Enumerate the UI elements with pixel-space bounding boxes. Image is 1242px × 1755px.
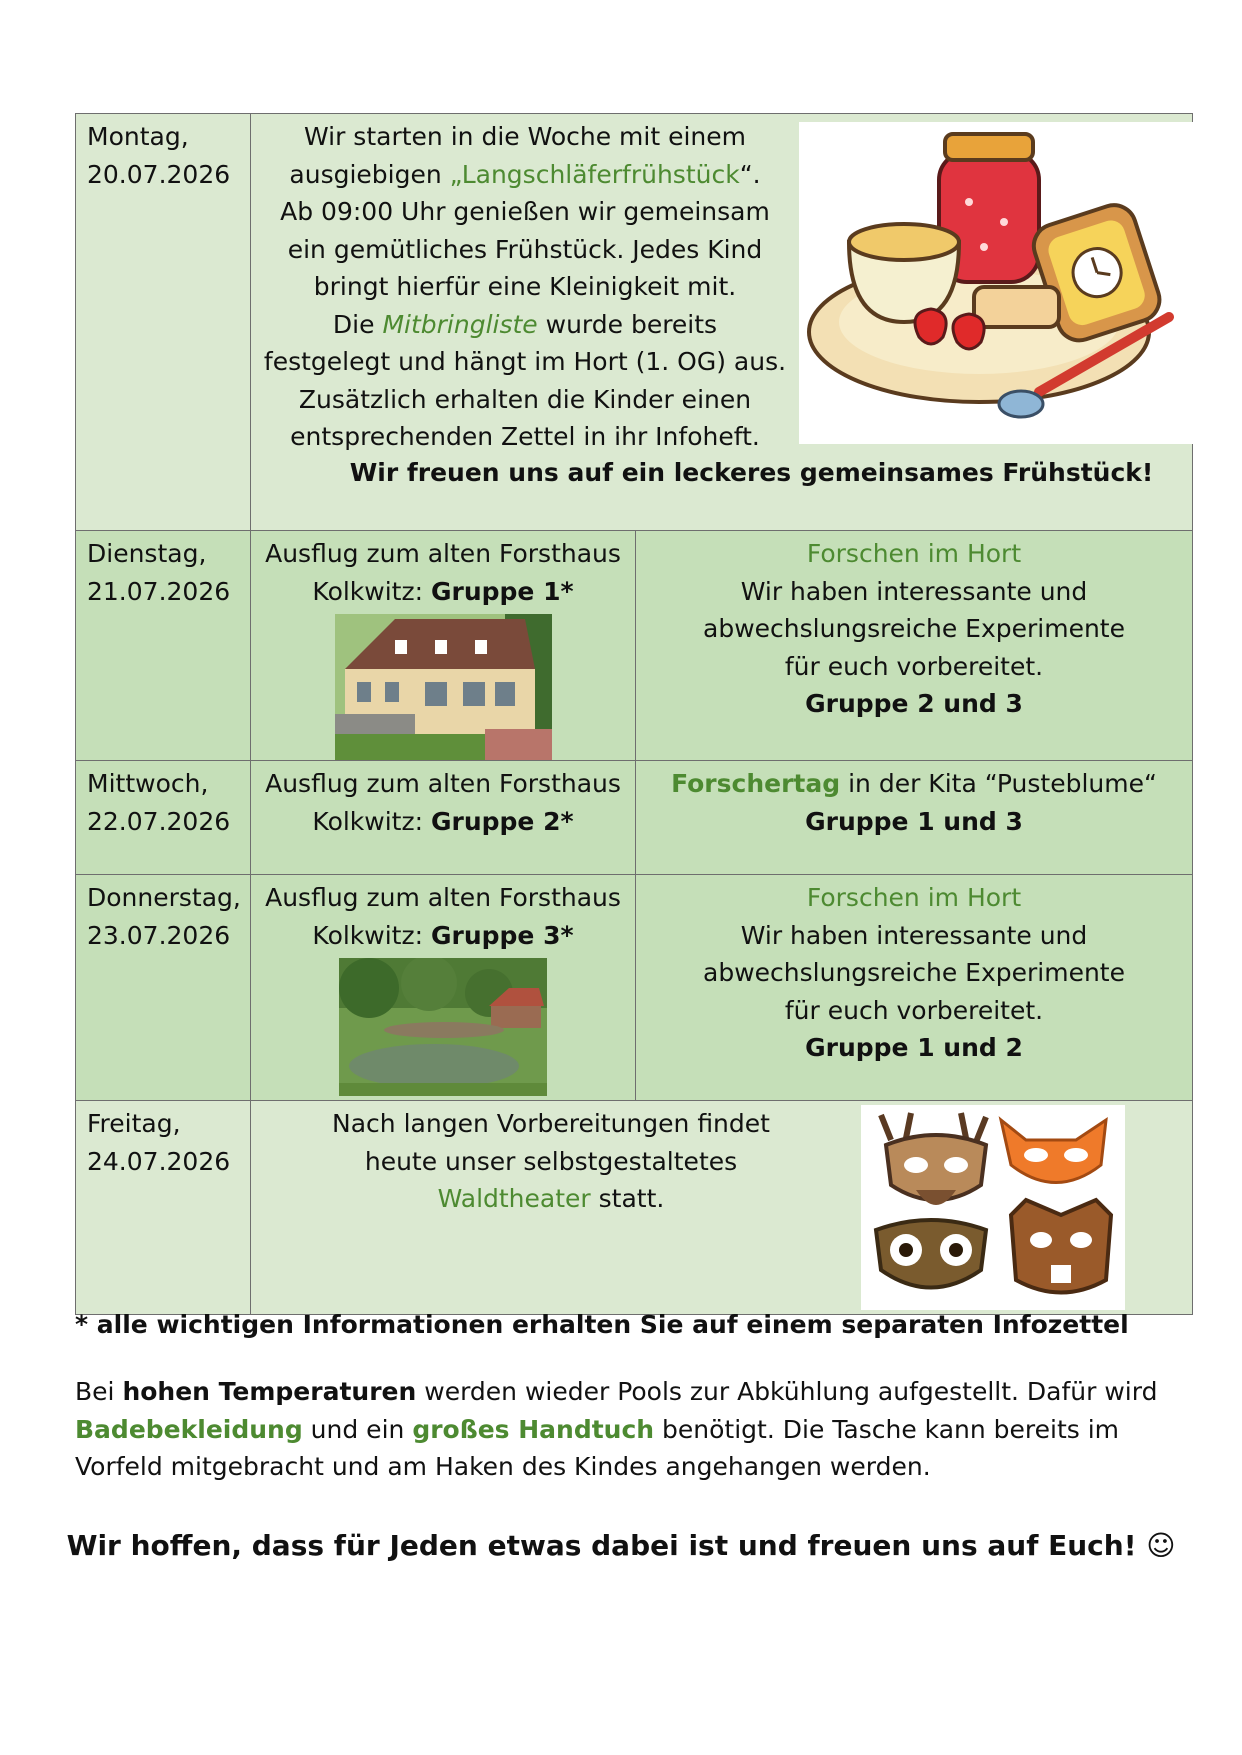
garden-pond-photo bbox=[339, 958, 547, 1096]
research-title: Forschen im Hort bbox=[806, 539, 1022, 568]
trip-group: Gruppe 1* bbox=[430, 576, 574, 606]
trip-cell-thursday: Ausflug zum alten Forsthaus Kolkwitz: Gruppe 3* bbox=[251, 875, 636, 1101]
animal-masks bbox=[861, 1105, 1125, 1310]
closing-line: Wir hoffen, dass für Jeden etwas dabei ist und freuen uns auf Euch! ☺ bbox=[66, 1529, 1176, 1562]
highlight-hohe-temperaturen: hohen Temperaturen bbox=[122, 1377, 417, 1406]
day-label: Montag, bbox=[87, 122, 189, 151]
day-label: Freitag, bbox=[87, 1109, 181, 1138]
monday-content bbox=[251, 114, 1193, 531]
date-label: 24.07.2026 bbox=[87, 1146, 231, 1176]
trip-group: Gruppe 2* bbox=[430, 806, 574, 836]
highlight-mitbringliste: Mitbringliste bbox=[382, 309, 538, 339]
day-label: Dienstag, bbox=[87, 539, 207, 568]
friday-description: Nach langen Vorbereitungen findet heute unser selbstgestaltetes Waldtheater statt. bbox=[332, 1109, 770, 1213]
week-schedule-table bbox=[75, 113, 1193, 1315]
day-label: Donnerstag, bbox=[87, 883, 241, 912]
trip-cell-tuesday: Ausflug zum alten Forsthaus Kolkwitz: Gruppe 1* bbox=[251, 531, 636, 761]
schedule-row-monday bbox=[76, 114, 1193, 531]
trip-cell-wednesday: Ausflug zum alten Forsthaus Kolkwitz: Gruppe 2* bbox=[251, 761, 636, 875]
day-cell-wednesday bbox=[76, 761, 251, 875]
schedule-row-thursday bbox=[76, 875, 1193, 1101]
monday-description: Wir starten in die Woche mit einem ausgiebigen „Langschläferfrühstück“. Ab 09:00 Uhr genießen wir gemeinsam ein gemütliches Frühstück. Jedes Kind bringt hierfür eine Kleinigkeit mit. Die Mitbringliste wurde bereits festgelegt und hängt im Hort (1. OG) aus. Zusätzlich erhalten die Kinder einen entsprechenden Zettel in ihr Infoheft. bbox=[263, 122, 787, 451]
schedule-row-tuesday bbox=[76, 531, 1193, 761]
day-cell-thursday bbox=[76, 875, 251, 1101]
forsthaus-photo bbox=[335, 614, 552, 760]
highlight-waldtheater: Waldtheater bbox=[437, 1184, 591, 1213]
research-cell-wednesday: Forschertag in der Kita “Pusteblume“ Gruppe 1 und 3 bbox=[636, 761, 1193, 875]
day-cell-tuesday bbox=[76, 531, 251, 761]
day-label: Mittwoch, bbox=[87, 769, 209, 798]
research-groups: Gruppe 1 und 3 bbox=[805, 806, 1023, 836]
info-paragraph: Bei hohen Temperaturen werden wieder Pools zur Abkühlung aufgestellt. Dafür wird Badebekleidung und ein großes Handtuch benötigt. Die Tasche kann bereits im Vorfeld mitgebracht und am Haken des Kindes angehangen werden. bbox=[75, 1377, 1158, 1481]
research-cell-thursday: Forschen im Hort Wir haben interessante und abwechslungsreiche Experimente für euch vorbereitet. Gruppe 1 und 2 bbox=[636, 875, 1193, 1101]
research-groups: Gruppe 1 und 2 bbox=[805, 1033, 1023, 1062]
monday-closing-line: Wir freuen uns auf ein leckeres gemeinsames Frühstück! bbox=[349, 458, 1154, 487]
schedule-row-wednesday bbox=[76, 761, 1193, 875]
research-cell-tuesday: Forschen im Hort Wir haben interessante und abwechslungsreiche Experimente für euch vorbereitet. Gruppe 2 und 3 bbox=[636, 531, 1193, 761]
day-cell-monday bbox=[76, 114, 251, 531]
research-title: Forschertag bbox=[671, 769, 841, 798]
schedule-row-friday bbox=[76, 1101, 1193, 1315]
day-cell-friday bbox=[76, 1101, 251, 1315]
date-label: 23.07.2026 bbox=[87, 920, 231, 950]
date-label: 20.07.2026 bbox=[87, 159, 231, 189]
breakfast-illustration bbox=[799, 122, 1193, 444]
highlight-handtuch: großes Handtuch bbox=[412, 1414, 655, 1444]
date-label: 21.07.2026 bbox=[87, 576, 231, 606]
friday-content bbox=[251, 1101, 1193, 1315]
date-label: 22.07.2026 bbox=[87, 806, 231, 836]
footnote: * alle wichtigen Informationen erhalten Sie auf einem separaten Infozettel bbox=[75, 1310, 1129, 1339]
highlight-langschlaeferfruehstueck: „Langschläferfrühstück bbox=[449, 159, 740, 189]
research-title: Forschen im Hort bbox=[806, 883, 1022, 912]
research-groups: Gruppe 2 und 3 bbox=[805, 689, 1023, 718]
trip-group: Gruppe 3* bbox=[430, 920, 574, 950]
highlight-badebekleidung: Badebekleidung bbox=[75, 1414, 303, 1444]
